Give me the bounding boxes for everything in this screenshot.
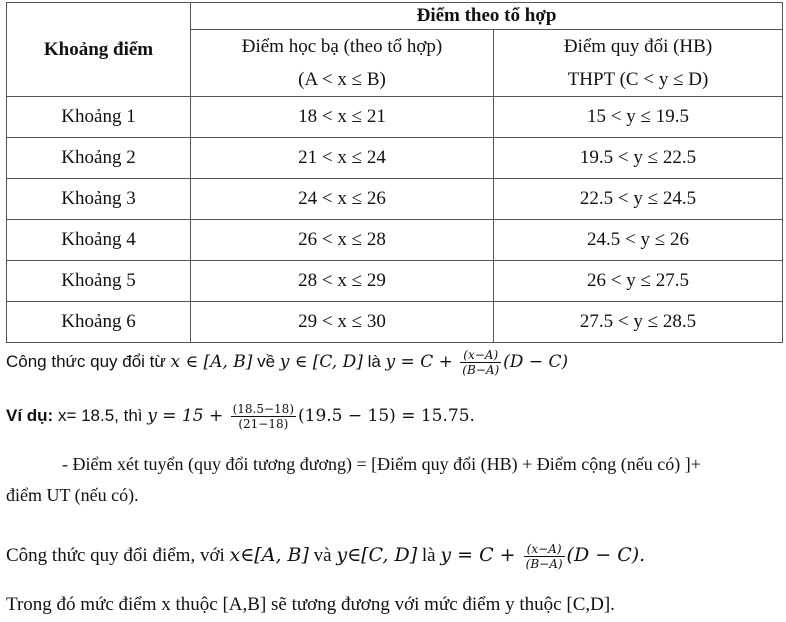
formula-2-y-range: y∈[C, D] xyxy=(336,543,418,566)
row-qd: 15 < y ≤ 19.5 xyxy=(494,97,783,138)
table-row xyxy=(7,302,783,343)
formula-2 xyxy=(6,542,645,571)
conclusion: Trong đó mức điểm x thuộc [A,B] sẽ tương đương với mức điểm y thuộc [C,D]. xyxy=(6,594,615,615)
table-row xyxy=(7,138,783,179)
row-qd: 19.5 < y ≤ 22.5 xyxy=(494,138,783,179)
formula-1-prefix: Công thức quy đổi từ xyxy=(6,351,171,371)
example-numerator: (18.5−18) xyxy=(232,402,294,416)
formula-2-la: là xyxy=(417,544,441,566)
formula-2-x-range: x∈[A, B] xyxy=(229,543,309,566)
header-diem-quy-doi-line1: Điểm quy đổi (HB) xyxy=(563,36,713,57)
example-fraction xyxy=(231,402,296,431)
example-rhs: (19.5 − 15) = 15.75. xyxy=(298,405,475,426)
formula-2-denominator: (B−A) xyxy=(525,557,563,571)
header-diem-hoc-ba-line2: (A < x ≤ B) xyxy=(298,69,386,90)
formula-1-x-range: x ∈ [A, B] xyxy=(170,351,253,372)
formula-2-prefix: Công thức quy đổi điểm, với xyxy=(6,544,230,566)
header-diem-quy-doi-line2: THPT (C < y ≤ D) xyxy=(567,69,709,90)
row-hb: 28 < x ≤ 29 xyxy=(191,261,494,302)
formula-2-fraction xyxy=(524,542,565,571)
row-hb: 29 < x ≤ 30 xyxy=(191,302,494,343)
formula-1-fraction xyxy=(460,348,501,377)
formula-1-y-range: y ∈ [C, D] xyxy=(279,351,363,372)
header-diem-hoc-ba xyxy=(191,30,494,97)
row-qd: 27.5 < y ≤ 28.5 xyxy=(494,302,783,343)
header-diem-quy-doi xyxy=(494,30,783,97)
row-hb: 18 < x ≤ 21 xyxy=(191,97,494,138)
formula-1-rhs: (D − C) xyxy=(503,351,569,372)
formula-2-mid: và xyxy=(308,544,337,566)
example-lhs: y = 15 + xyxy=(147,405,229,426)
row-hb: 26 < x ≤ 28 xyxy=(191,220,494,261)
row-qd: 26 < y ≤ 27.5 xyxy=(494,261,783,302)
formula-2-lhs: y = C + xyxy=(440,543,522,566)
note-line-1: - Điểm xét tuyển (quy đổi tương đương) = [Điểm quy đổi (HB) + Điểm cộng (nếu có) ]+ xyxy=(62,454,701,474)
example xyxy=(6,402,475,431)
table-row xyxy=(7,220,783,261)
row-qd: 22.5 < y ≤ 24.5 xyxy=(494,179,783,220)
formula-1-mid: về xyxy=(252,351,280,371)
row-name: Khoảng 1 xyxy=(7,97,191,138)
table-row xyxy=(7,261,783,302)
table-row xyxy=(7,179,783,220)
row-name: Khoảng 5 xyxy=(7,261,191,302)
formula-1-la: là xyxy=(362,351,386,371)
row-hb: 24 < x ≤ 26 xyxy=(191,179,494,220)
row-name: Khoảng 4 xyxy=(7,220,191,261)
row-qd: 24.5 < y ≤ 26 xyxy=(494,220,783,261)
row-hb: 21 < x ≤ 24 xyxy=(191,138,494,179)
example-text: x= 18.5, thì xyxy=(53,405,148,425)
row-name: Khoảng 3 xyxy=(7,179,191,220)
row-name: Khoảng 6 xyxy=(7,302,191,343)
table-header-row xyxy=(7,3,783,30)
row-name: Khoảng 2 xyxy=(7,138,191,179)
formula-1-denominator: (B−A) xyxy=(462,363,500,377)
table-row xyxy=(7,97,783,138)
header-diem-hoc-ba-line1: Điểm học bạ (theo tổ hợp) xyxy=(241,36,443,57)
example-denominator: (21−18) xyxy=(238,417,289,431)
formula-2-numerator: (x−A) xyxy=(524,542,565,557)
note-line-2: điểm UT (nếu có). xyxy=(6,485,139,505)
formula-2-rhs: (D − C). xyxy=(566,543,646,566)
formula-1-numerator: (x−A) xyxy=(460,348,501,363)
header-diem-theo-to-hop: Điểm theo tổ hợp xyxy=(191,3,783,30)
formula-1 xyxy=(6,348,568,377)
header-khoang-diem: Khoảng điểm xyxy=(7,3,191,97)
score-conversion-table xyxy=(6,2,783,343)
example-label: Ví dụ: xyxy=(6,405,54,425)
formula-1-lhs: y = C + xyxy=(385,351,459,372)
